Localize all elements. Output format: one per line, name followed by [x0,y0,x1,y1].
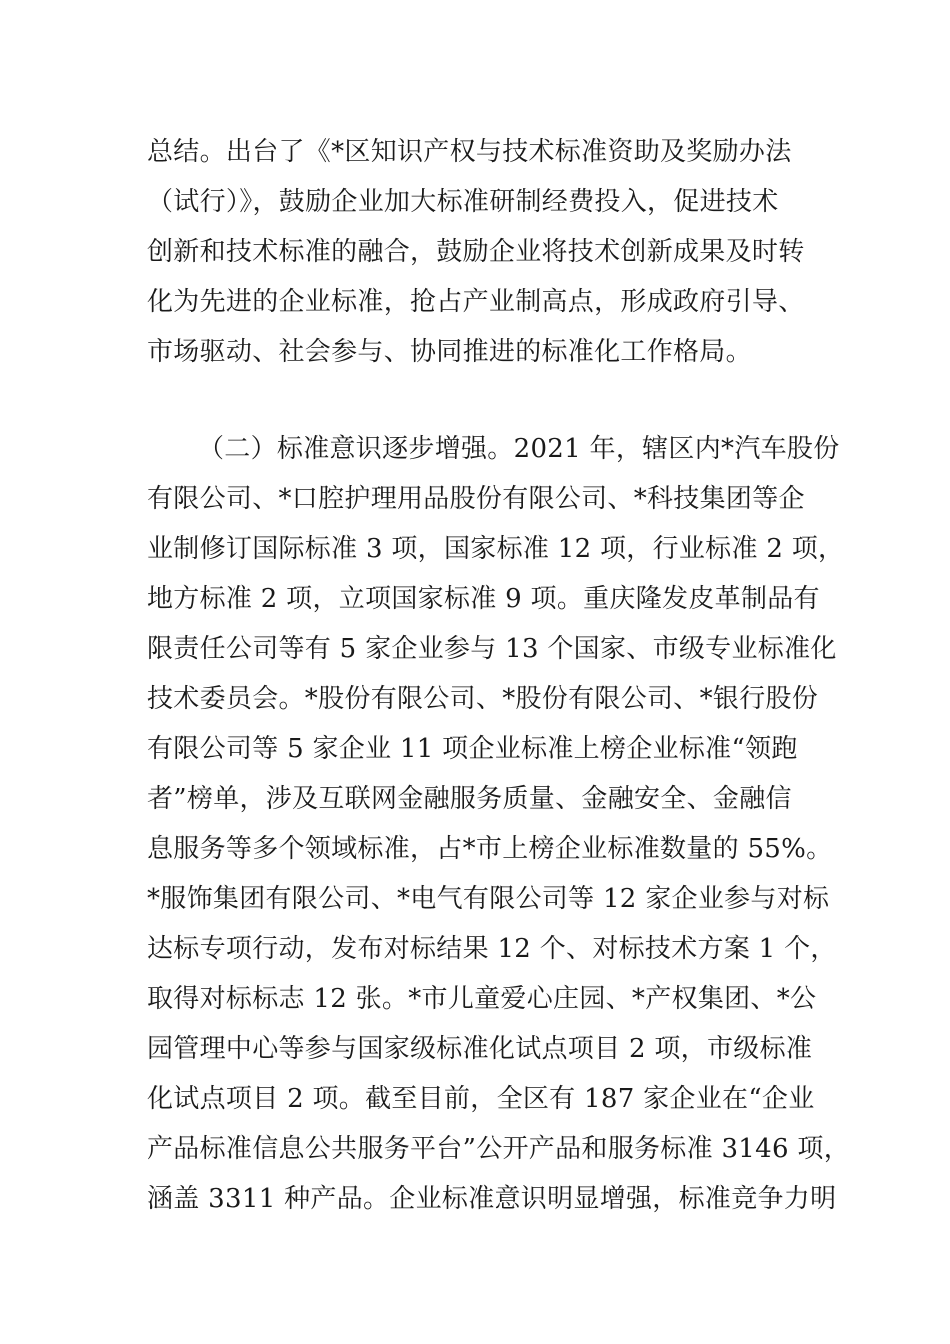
paragraph-1-line: （试行）》，鼓励企业加大标准研制经费投入，促进技术 [147,187,779,217]
paragraph-2-line: 业制修订国际标准 3 项，国家标准 12 项，行业标准 2 项， [147,534,845,564]
paragraph-2-line: 息服务等多个领域标准，占*市上榜企业标准数量的 55%。 [147,834,833,864]
paragraph-2-line: 涵盖 3311 种产品。企业标准意识明显增强，标准竞争力明 [147,1184,837,1214]
paragraph-2-line: 园管理中心等参与国家级标准化试点项目 2 项，市级标准 [147,1034,813,1064]
paragraph-2-line: 者”榜单，涉及互联网金融服务质量、金融安全、金融信 [147,784,792,814]
paragraph-1-line: 总结。出台了《*区知识产权与技术标准资助及奖励办法 [147,137,792,167]
paragraph-2-line: 限责任公司等有 5 家企业参与 13 个国家、市级专业标准化 [147,634,837,664]
paragraph-1-line: 市场驱动、社会参与、协同推进的标准化工作格局。 [147,337,752,367]
paragraph-2-line: 产品标准信息公共服务平台”公开产品和服务标准 3146 项， [147,1134,850,1164]
paragraph-2-line: 有限公司、*口腔护理用品股份有限公司、*科技集团等企 [147,484,805,514]
paragraph-2-line: *服饰集团有限公司、*电气有限公司等 12 家企业参与对标 [147,884,830,914]
paragraph-1-line: 化为先进的企业标准，抢占产业制高点，形成政府引导、 [147,287,805,317]
paragraph-1-line: 创新和技术标准的融合，鼓励企业将技术创新成果及时转 [147,237,805,267]
paragraph-2-line: 技术委员会。*股份有限公司、*股份有限公司、*银行股份 [147,684,819,714]
paragraph-2-line: （二）标准意识逐步增强。2021 年，辖区内*汽车股份 [198,434,840,464]
paragraph-2-line: 有限公司等 5 家企业 11 项企业标准上榜企业标准“领跑 [147,734,798,764]
paragraph-2-line: 取得对标标志 12 张。*市儿童爱心庄园、*产权集团、*公 [147,984,817,1014]
paragraph-2-line: 化试点项目 2 项。截至目前，全区有 187 家企业在“企业 [147,1084,815,1114]
paragraph-2-line: 地方标准 2 项，立项国家标准 9 项。重庆隆发皮革制品有 [147,584,820,614]
paragraph-2-line: 达标专项行动，发布对标结果 12 个、对标技术方案 1 个， [147,934,837,964]
